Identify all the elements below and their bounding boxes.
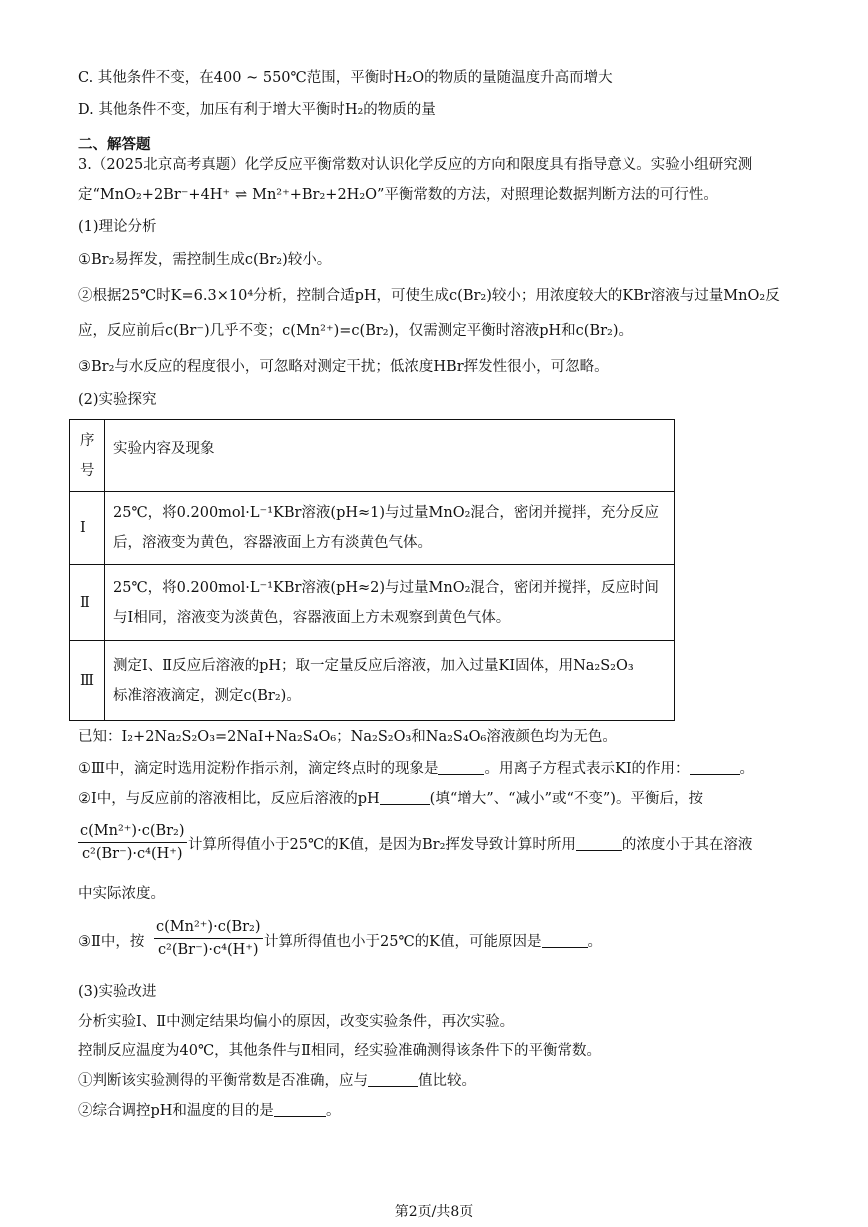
q3-equation-left: 定“MnO₂+2Br⁻+4H⁺ (78, 187, 231, 203)
answer-blank[interactable] (368, 1072, 418, 1087)
experiment-table (69, 419, 675, 721)
part3-q1: ①判断该实验测得的平衡常数是否准确，应与 值比较。 (78, 1073, 476, 1089)
answer-blank[interactable] (542, 933, 588, 948)
answer-blank[interactable] (690, 760, 740, 775)
row-no: I (70, 492, 105, 565)
part1-title: (1)理论分析 (78, 219, 157, 235)
part1-item1: ①Br₂易挥发，需控制生成c(Br₂)较小。 (78, 252, 332, 268)
q3-intro-line2 (78, 185, 718, 205)
part2-q2-line3: 中实际浓度。 (78, 886, 165, 902)
page-footer: 第2页/共8页 (394, 1204, 474, 1220)
row-no: Ⅱ (70, 565, 105, 641)
part1-item2-line1: ②根据25℃时K=6.3×10⁴分析，控制合适pH，可使生成c(Br₂)较小；用浓度较大的KBr溶液与过量MnO₂反 (78, 288, 780, 304)
row-content: 25℃，将0.200mol·L⁻¹KBr溶液(pH≈2)与过量MnO₂混合，密闭并搅拌，反应时间 与I相同，溶液变为淡黄色，容器液面上方未观察到黄色气体。 (105, 565, 675, 641)
known-note: 已知：I₂+2Na₂S₂O₃=2NaI+Na₂S₄O₆；Na₂S₂O₃和Na₂S₄O₆溶液颜色均为无色。 (78, 729, 617, 745)
part3-title: (3)实验改进 (78, 984, 157, 1000)
fraction-numerator: c(Mn²⁺)·c(Br₂) (156, 919, 261, 935)
part2-q2-line1: ②I中，与反应前的溶液相比，反应后溶液的pH (填“增大”、“减小”或“不变”)。平衡后，按 (78, 791, 703, 807)
option-d: D. 其他条件不变，加压有利于增大平衡时H₂的物质的量 (78, 102, 436, 118)
part2-q3: 计算所得值也小于25℃的K值，可能原因是 。 (264, 934, 603, 950)
answer-blank[interactable] (380, 790, 430, 805)
row-content: 25℃，将0.200mol·L⁻¹KBr溶液(pH≈1)与过量MnO₂混合，密闭并搅拌，充分反应 后，溶液变为黄色，容器液面上方有淡黄色气体。 (105, 492, 675, 565)
header-content: 实验内容及现象 (105, 420, 675, 492)
part2-q3-label: ③Ⅱ中，按 (78, 934, 145, 950)
row-content: 测定I、Ⅱ反应后溶液的pH；取一定量反应后溶液，加入过量KI固体，用Na₂S₂O₃ 标准溶液滴定，测定c(Br₂)。 (105, 641, 675, 721)
row-no: Ⅲ (70, 641, 105, 721)
table-row (70, 492, 675, 565)
fraction-denominator: c²(Br⁻)·c⁴(H⁺) (81, 846, 183, 862)
answer-blank[interactable] (438, 760, 484, 775)
part2-q1: ①Ⅲ中，滴定时选用淀粉作指示剂，滴定终点时的现象是 。用离子方程式表示KI的作用： 。 (78, 761, 755, 777)
section-title: 二、解答题 (78, 136, 151, 153)
part2-title: (2)实验探究 (78, 392, 157, 408)
part3-line2: 控制反应温度为40℃，其他条件与Ⅱ相同，经实验准确测得该条件下的平衡常数。 (78, 1043, 602, 1059)
option-c: C. 其他条件不变，在400 ~ 550℃范围，平衡时H₂O的物质的量随温度升高而增大 (78, 70, 613, 86)
q3-equation-right: Mn²⁺+Br₂+2H₂O”平衡常数的方法，对照理论数据判断方法的可行性。 (252, 187, 718, 203)
table-row (70, 641, 675, 721)
part1-item3: ③Br₂与水反应的程度很小，可忽略对测定干扰；低浓度HBr挥发性很小，可忽略。 (78, 359, 609, 375)
k-expression-fraction (78, 820, 187, 865)
fraction-numerator: c(Mn²⁺)·c(Br₂) (80, 823, 185, 839)
part3-line1: 分析实验I、Ⅱ中测定结果均偏小的原因，改变实验条件，再次实验。 (78, 1014, 515, 1030)
q3-intro-line1: 3.（2025北京高考真题）化学反应平衡常数对认识化学反应的方向和限度具有指导意义。实验小组研究测 (78, 157, 753, 173)
table-row (70, 565, 675, 641)
answer-blank[interactable] (274, 1102, 326, 1117)
answer-blank[interactable] (576, 836, 622, 851)
part3-q2: ②综合调控pH和温度的目的是 。 (78, 1103, 341, 1119)
table-header-row (70, 420, 675, 492)
equilibrium-arrow-icon: ⇌ (235, 187, 248, 203)
k-expression-fraction (154, 916, 263, 961)
part1-item2-line2: 应，反应前后c(Br⁻)几乎不变；c(Mn²⁺)=c(Br₂)，仅需测定平衡时溶液pH和c(Br₂)。 (78, 323, 634, 339)
part2-q2-line2: 计算所得值小于25℃的K值，是因为Br₂挥发导致计算时所用 的浓度小于其在溶液 (188, 837, 753, 853)
header-no: 序 号 (70, 420, 105, 492)
fraction-denominator: c²(Br⁻)·c⁴(H⁺) (157, 942, 259, 958)
